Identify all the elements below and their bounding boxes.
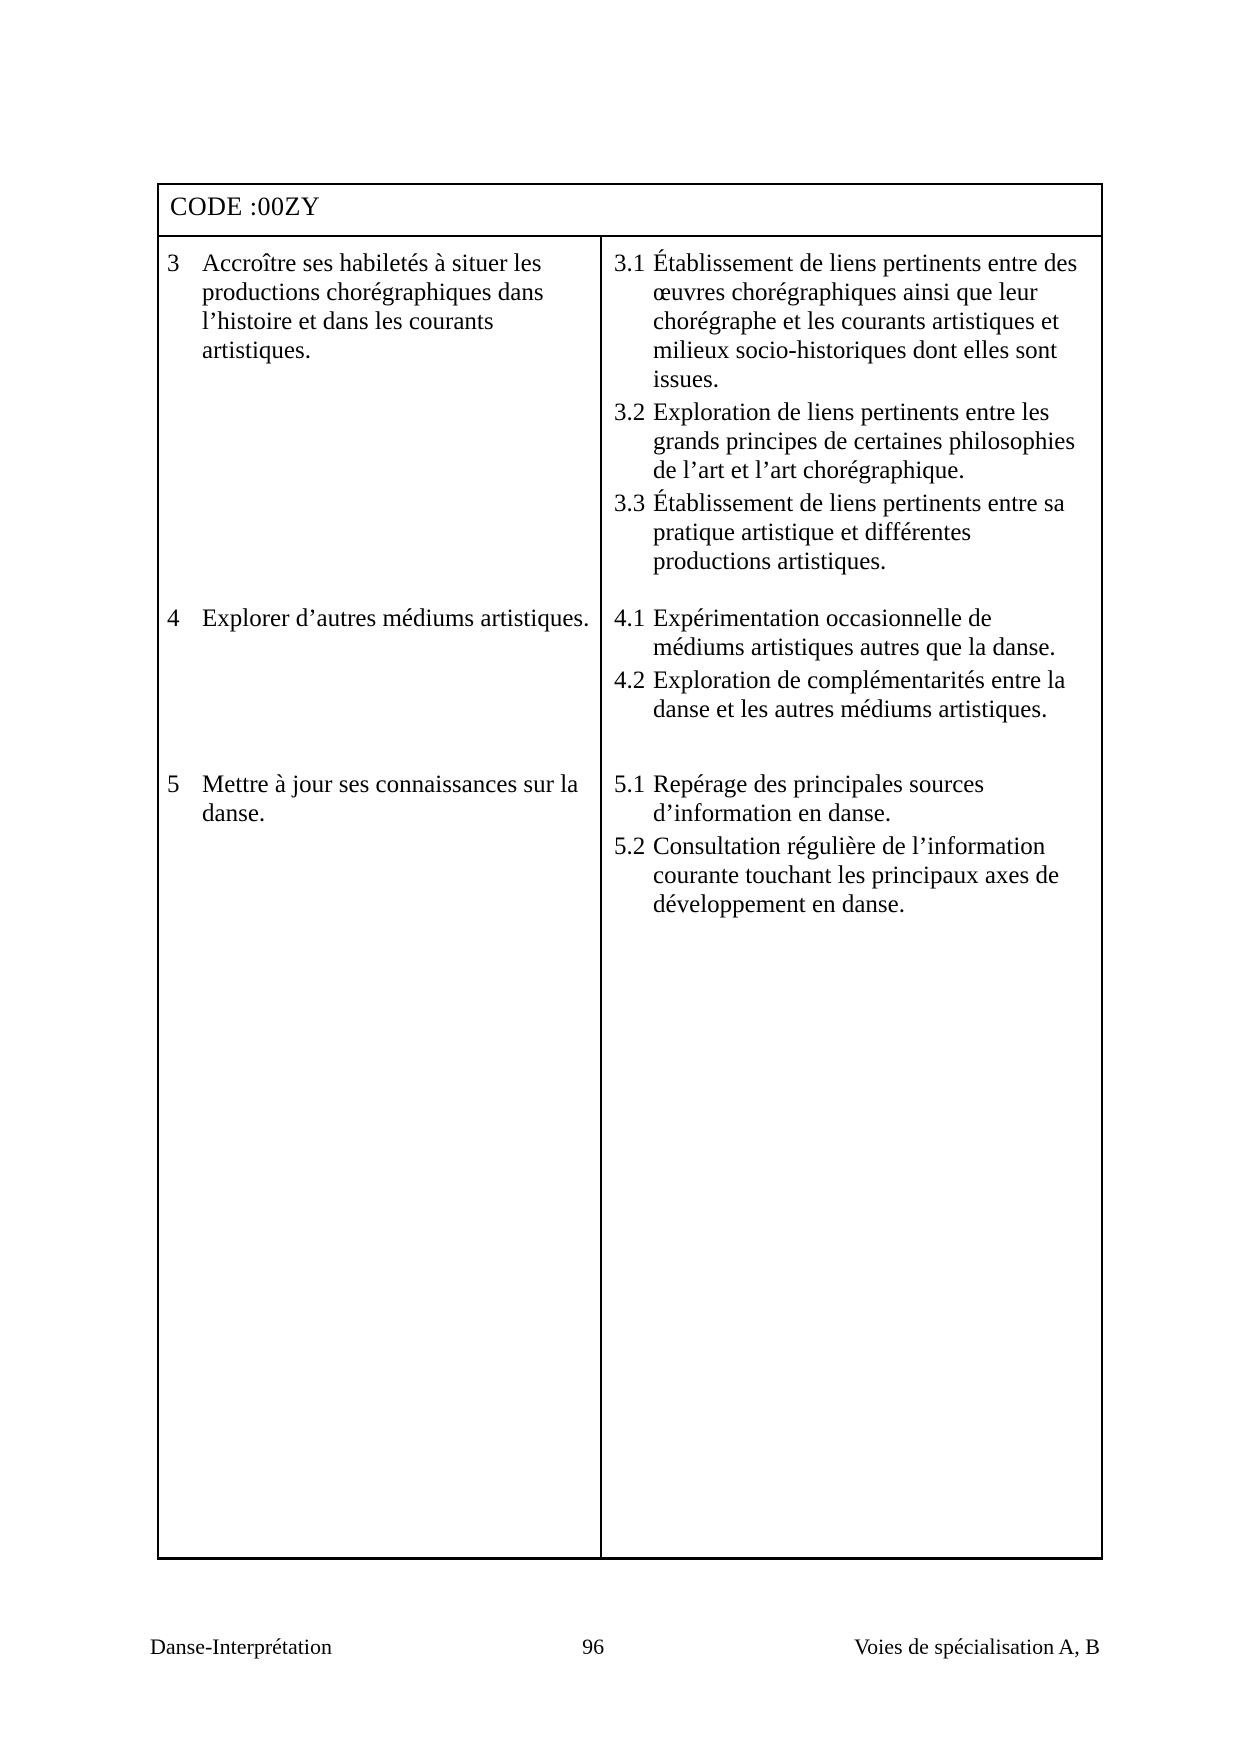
sub-item-number: 3.2 [614,399,646,426]
sub-item-5-1 [614,770,1101,828]
objective-text: Explorer d’autres médiums artistiques. [202,605,590,632]
objective-cell [159,770,600,919]
objective-text: Accroître ses habiletés à situer les productions chorégraphiques dans l’histoire et dans les courants artistiques. [202,250,544,364]
sub-item-3-2 [614,398,1101,485]
sub-item-4-2 [614,666,1101,724]
objective-cell [159,604,600,724]
sub-item-4-1 [614,604,1101,662]
table-body [159,237,1101,1557]
sub-item-number: 4.2 [614,667,646,694]
sub-item-number: 5.2 [614,833,646,860]
footer-section-title: Voies de spécialisation A, B [854,1634,1100,1659]
sub-items-cell [600,604,1101,724]
objective-row-5 [159,770,1101,919]
objective-text: Mettre à jour ses connaissances sur la danse. [202,771,579,827]
objective-row-3 [159,249,1101,576]
sub-items-cell [600,770,1101,919]
footer-page-number: 96 [582,1634,605,1659]
sub-item-text: Exploration de complémentarités entre la danse et les autres médiums artistiques. [653,667,1066,723]
sub-item-3-1 [614,249,1101,394]
content-table [157,183,1103,1560]
sub-item-text: Établissement de liens pertinents entre des œuvres chorégraphiques ainsi que leur chorégraphe et les courants artistiques et milieux socio-historiques dont elles sont issues. [653,250,1078,393]
objective-number: 4 [167,605,180,632]
sub-items-cell [600,249,1101,576]
code-label: CODE :00ZY [170,192,321,221]
sub-item-number: 4.1 [614,605,646,632]
table-header-row [159,185,1101,237]
sub-item-text: Expérimentation occasionnelle de médiums artistiques autres que la danse. [653,605,1056,661]
objective-number: 5 [167,771,180,798]
page-footer [150,1634,1100,1660]
objective-number: 3 [167,250,180,277]
sub-item-number: 3.3 [614,490,646,517]
sub-item-text: Exploration de liens pertinents entre les grands principes de certaines philosophies de l’art et l’art chorégraphique. [653,399,1076,484]
sub-item-number: 5.1 [614,771,646,798]
sub-item-text: Repérage des principales sources d’information en danse. [653,771,985,827]
footer-document-title: Danse-Interprétation [150,1634,333,1659]
objective-cell [159,249,600,576]
sub-item-text: Établissement de liens pertinents entre sa pratique artistique et différentes productions artistiques. [653,490,1065,575]
sub-item-5-2 [614,832,1101,919]
sub-item-number: 3.1 [614,250,646,277]
sub-item-3-3 [614,489,1101,576]
sub-item-text: Consultation régulière de l’information courante touchant les principaux axes de développement en danse. [653,833,1060,918]
objective-row-4 [159,604,1101,724]
column-divider [600,237,602,1557]
